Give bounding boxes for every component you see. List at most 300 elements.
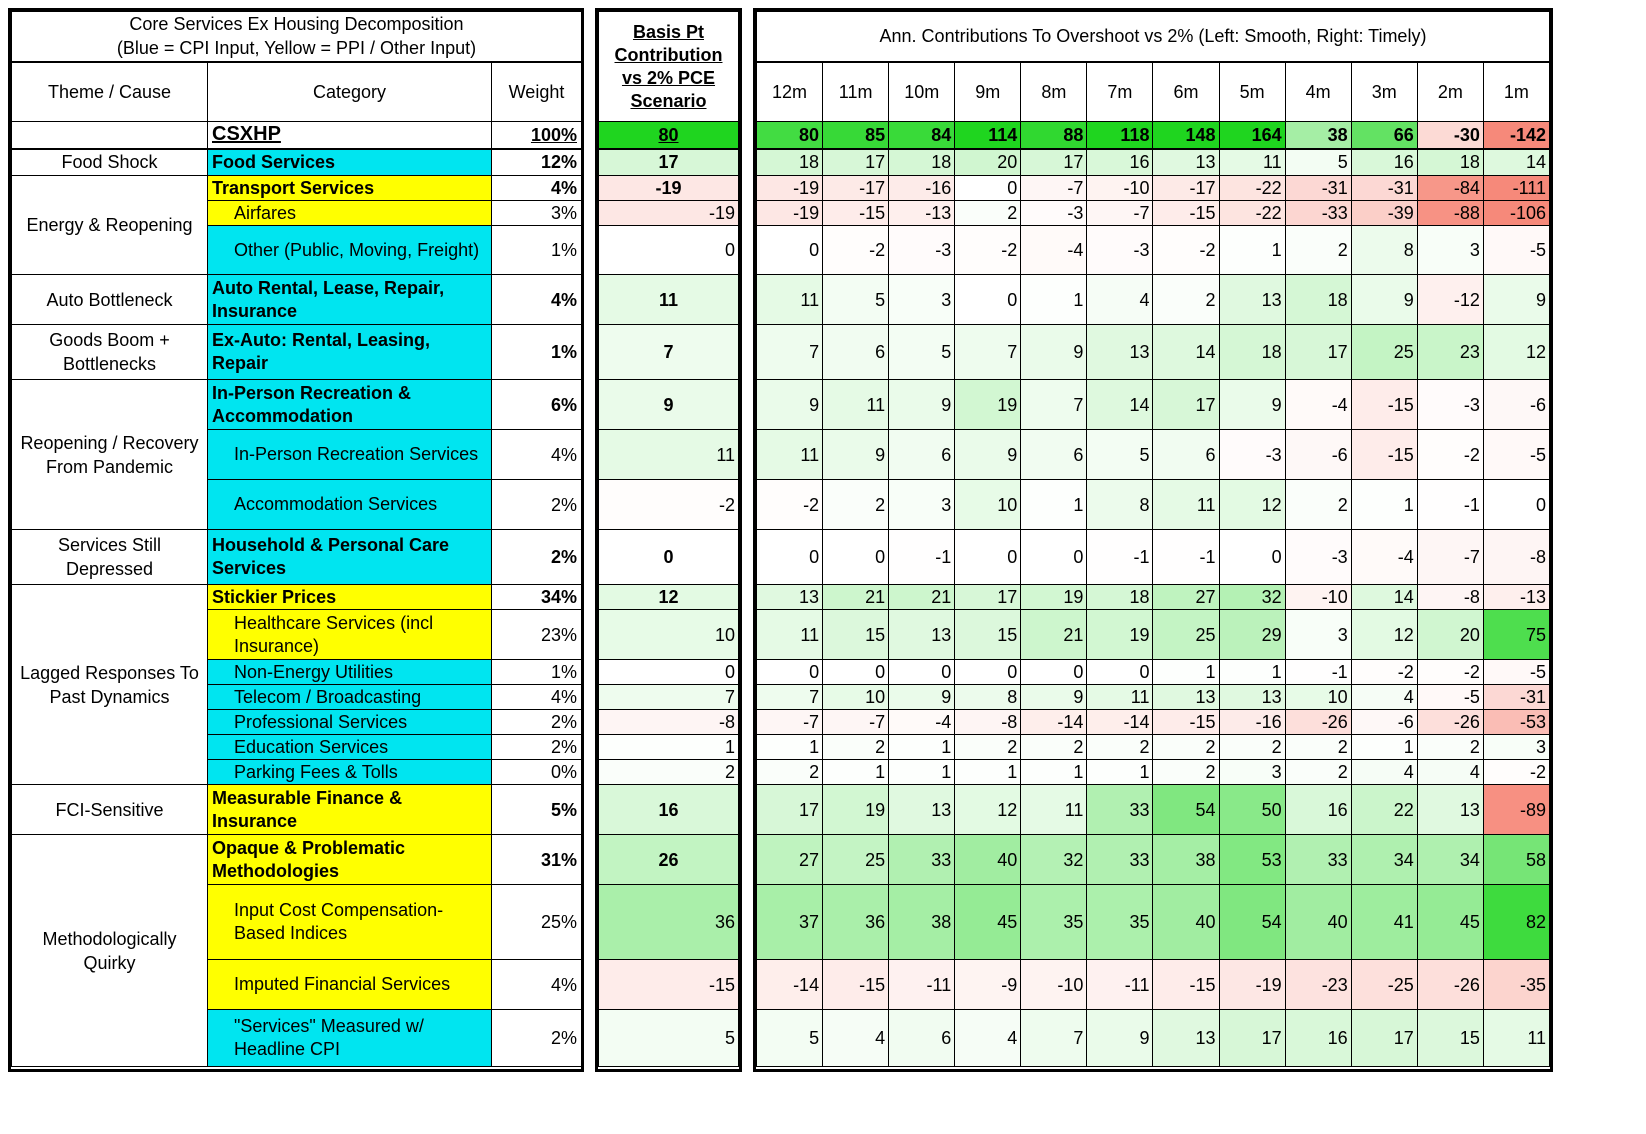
- value-cell: -4: [889, 710, 955, 735]
- value-cell: -10: [1285, 585, 1351, 610]
- value-cell: 50: [1219, 785, 1285, 835]
- value-cell: -53: [1483, 710, 1549, 735]
- value-cell: 0: [955, 275, 1021, 325]
- value-cell: -5: [1483, 660, 1549, 685]
- value-cell: 17: [757, 785, 823, 835]
- value-cell: 0: [757, 226, 823, 275]
- monthly-row: [757, 176, 1550, 201]
- value-cell: 17: [823, 149, 889, 176]
- category-cell: Accommodation Services: [208, 480, 492, 530]
- month-header: 8m: [1021, 62, 1087, 122]
- value-cell: 7: [955, 325, 1021, 380]
- contribution-row: [599, 735, 739, 760]
- value-cell: 88: [1021, 122, 1087, 149]
- contribution-row: [599, 480, 739, 530]
- value-cell: 1: [1219, 660, 1285, 685]
- monthly-row: [757, 275, 1550, 325]
- value-cell: -19: [757, 201, 823, 226]
- value-cell: -11: [1087, 960, 1153, 1010]
- value-cell: 164: [1219, 122, 1285, 149]
- value-cell: -17: [1153, 176, 1219, 201]
- value-cell: 13: [1153, 685, 1219, 710]
- value-cell: 21: [889, 585, 955, 610]
- value-cell: 2: [1285, 226, 1351, 275]
- value-cell: 11: [1219, 149, 1285, 176]
- value-cell: 1: [1153, 660, 1219, 685]
- value-cell: 11: [757, 610, 823, 660]
- value-cell: -89: [1483, 785, 1549, 835]
- category-cell: Telecom / Broadcasting: [208, 685, 492, 710]
- category-cell: Stickier Prices: [208, 585, 492, 610]
- contribution-row: [599, 835, 739, 885]
- value-cell: 1: [757, 735, 823, 760]
- value-cell: -2: [1417, 430, 1483, 480]
- value-cell: 9: [889, 380, 955, 430]
- weight-cell: 0%: [492, 760, 582, 785]
- value-cell: 11: [1153, 480, 1219, 530]
- value-cell: 1: [1351, 480, 1417, 530]
- weight-cell: 6%: [492, 380, 582, 430]
- value-cell: 21: [1021, 610, 1087, 660]
- weight-cell: 100%: [492, 122, 582, 149]
- category-row: [12, 585, 582, 610]
- value-cell: -14: [1021, 710, 1087, 735]
- monthly-row: [757, 960, 1550, 1010]
- contribution-cell: 12: [599, 585, 739, 610]
- value-cell: 1: [889, 760, 955, 785]
- value-cell: 32: [1219, 585, 1285, 610]
- value-cell: 0: [1021, 660, 1087, 685]
- value-cell: -16: [889, 176, 955, 201]
- value-cell: -3: [1087, 226, 1153, 275]
- value-cell: 58: [1483, 835, 1549, 885]
- theme-cell: Reopening / Recovery From Pandemic: [12, 380, 208, 530]
- value-cell: -23: [1285, 960, 1351, 1010]
- weight-cell: 2%: [492, 480, 582, 530]
- theme-cell: Goods Boom + Bottlenecks: [12, 325, 208, 380]
- contribution-header-line4: Scenario: [630, 90, 707, 111]
- month-header: 4m: [1285, 62, 1351, 122]
- monthly-row: [757, 735, 1550, 760]
- contribution-row: [599, 585, 739, 610]
- contribution-cell: 80: [599, 122, 739, 149]
- value-cell: 9: [955, 430, 1021, 480]
- category-cell: Non-Energy Utilities: [208, 660, 492, 685]
- value-cell: -2: [1417, 660, 1483, 685]
- value-cell: -4: [1351, 530, 1417, 585]
- value-cell: 0: [1021, 530, 1087, 585]
- contribution-cell: -19: [599, 201, 739, 226]
- value-cell: 34: [1351, 835, 1417, 885]
- value-cell: -5: [1483, 430, 1549, 480]
- value-cell: 15: [955, 610, 1021, 660]
- value-cell: -25: [1351, 960, 1417, 1010]
- value-cell: -3: [1285, 530, 1351, 585]
- value-cell: 13: [757, 585, 823, 610]
- value-cell: 5: [1087, 430, 1153, 480]
- value-cell: 13: [1087, 325, 1153, 380]
- monthly-row: [757, 585, 1550, 610]
- right-title: Ann. Contributions To Overshoot vs 2% (Left: Smooth, Right: Timely): [757, 12, 1550, 62]
- value-cell: 33: [889, 835, 955, 885]
- value-cell: -3: [889, 226, 955, 275]
- month-header: 6m: [1153, 62, 1219, 122]
- value-cell: 5: [823, 275, 889, 325]
- value-cell: 45: [955, 885, 1021, 960]
- contribution-cell: 5: [599, 1010, 739, 1067]
- contribution-row: [599, 785, 739, 835]
- value-cell: -1: [1087, 530, 1153, 585]
- value-cell: 27: [757, 835, 823, 885]
- monthly-row: [757, 325, 1550, 380]
- value-cell: -19: [757, 176, 823, 201]
- left-title-line1: Core Services Ex Housing Decomposition: [129, 14, 464, 35]
- value-cell: 14: [1153, 325, 1219, 380]
- monthly-row: [757, 835, 1550, 885]
- value-cell: -31: [1351, 176, 1417, 201]
- value-cell: 1: [823, 760, 889, 785]
- value-cell: -31: [1285, 176, 1351, 201]
- category-cell: Imputed Financial Services: [208, 960, 492, 1010]
- value-cell: 19: [1021, 585, 1087, 610]
- value-cell: 9: [1021, 685, 1087, 710]
- value-cell: 8: [955, 685, 1021, 710]
- value-cell: 9: [1087, 1010, 1153, 1067]
- monthly-row: [757, 785, 1550, 835]
- value-cell: -15: [823, 201, 889, 226]
- value-cell: 1: [889, 735, 955, 760]
- value-cell: 13: [1219, 275, 1285, 325]
- value-cell: 12: [1351, 610, 1417, 660]
- category-row: [12, 176, 582, 201]
- value-cell: 33: [1087, 835, 1153, 885]
- value-cell: 11: [1021, 785, 1087, 835]
- value-cell: 13: [889, 610, 955, 660]
- value-cell: -13: [1483, 585, 1549, 610]
- category-cell: Input Cost Compensation-Based Indices: [208, 885, 492, 960]
- weight-cell: 12%: [492, 149, 582, 176]
- value-cell: 2: [1219, 735, 1285, 760]
- theme-cell: [12, 122, 208, 149]
- weight-cell: 4%: [492, 430, 582, 480]
- contribution-row: [599, 122, 739, 149]
- value-cell: 13: [1153, 1010, 1219, 1067]
- contribution-row: [599, 275, 739, 325]
- weight-cell: 2%: [492, 710, 582, 735]
- value-cell: -22: [1219, 201, 1285, 226]
- value-cell: 14: [1351, 585, 1417, 610]
- value-cell: 2: [823, 480, 889, 530]
- category-cell: Transport Services: [208, 176, 492, 201]
- contribution-row: [599, 325, 739, 380]
- category-cell: Household & Personal Care Services: [208, 530, 492, 585]
- value-cell: 14: [1483, 149, 1549, 176]
- value-cell: -2: [1351, 660, 1417, 685]
- value-cell: 3: [889, 480, 955, 530]
- value-cell: -15: [1351, 380, 1417, 430]
- category-cell: Opaque & Problematic Methodologies: [208, 835, 492, 885]
- value-cell: -6: [1285, 430, 1351, 480]
- value-cell: 37: [757, 885, 823, 960]
- value-cell: 85: [823, 122, 889, 149]
- category-row: [12, 835, 582, 885]
- contribution-cell: 10: [599, 610, 739, 660]
- value-cell: 19: [955, 380, 1021, 430]
- value-cell: -7: [1417, 530, 1483, 585]
- value-cell: 3: [1417, 226, 1483, 275]
- monthly-row: [757, 149, 1550, 176]
- value-cell: 3: [1285, 610, 1351, 660]
- value-cell: 1: [1351, 735, 1417, 760]
- value-cell: -10: [1021, 960, 1087, 1010]
- value-cell: -3: [1417, 380, 1483, 430]
- value-cell: 25: [1153, 610, 1219, 660]
- value-cell: 82: [1483, 885, 1549, 960]
- value-cell: 40: [955, 835, 1021, 885]
- value-cell: 19: [823, 785, 889, 835]
- value-cell: 9: [1351, 275, 1417, 325]
- weight-cell: 1%: [492, 226, 582, 275]
- value-cell: -22: [1219, 176, 1285, 201]
- contribution-row: [599, 660, 739, 685]
- value-cell: 2: [1153, 275, 1219, 325]
- right-table-body: [757, 122, 1550, 1067]
- value-cell: 2: [823, 735, 889, 760]
- value-cell: 3: [889, 275, 955, 325]
- value-cell: 8: [1087, 480, 1153, 530]
- value-cell: -9: [955, 960, 1021, 1010]
- left-table: [11, 11, 582, 1067]
- theme-cell: Methodologically Quirky: [12, 835, 208, 1067]
- value-cell: 0: [757, 530, 823, 585]
- month-header: 1m: [1483, 62, 1549, 122]
- contribution-cell: 9: [599, 380, 739, 430]
- category-cell: In-Person Recreation Services: [208, 430, 492, 480]
- value-cell: 4: [1087, 275, 1153, 325]
- value-cell: 14: [1087, 380, 1153, 430]
- value-cell: -17: [823, 176, 889, 201]
- value-cell: 38: [1285, 122, 1351, 149]
- value-cell: -2: [955, 226, 1021, 275]
- value-cell: 66: [1351, 122, 1417, 149]
- contribution-cell: -19: [599, 176, 739, 201]
- contribution-row: [599, 685, 739, 710]
- monthly-row: [757, 610, 1550, 660]
- middle-table-body: [599, 122, 739, 1067]
- contribution-row: [599, 430, 739, 480]
- category-cell: Parking Fees & Tolls: [208, 760, 492, 785]
- theme-cell: FCI-Sensitive: [12, 785, 208, 835]
- value-cell: -15: [1153, 710, 1219, 735]
- theme-cell: Services Still Depressed: [12, 530, 208, 585]
- monthly-row: [757, 201, 1550, 226]
- month-header-row: [757, 62, 1550, 122]
- value-cell: -142: [1483, 122, 1549, 149]
- category-row: [12, 325, 582, 380]
- middle-table-block: [595, 8, 742, 1072]
- theme-cell: Lagged Responses To Past Dynamics: [12, 585, 208, 785]
- value-cell: 5: [1285, 149, 1351, 176]
- value-cell: 17: [955, 585, 1021, 610]
- value-cell: -3: [1219, 430, 1285, 480]
- value-cell: -26: [1285, 710, 1351, 735]
- theme-cell: Food Shock: [12, 149, 208, 176]
- value-cell: -15: [1351, 430, 1417, 480]
- weight-cell: 2%: [492, 530, 582, 585]
- category-cell: Professional Services: [208, 710, 492, 735]
- contribution-cell: 11: [599, 275, 739, 325]
- category-row: [12, 149, 582, 176]
- monthly-row: [757, 660, 1550, 685]
- value-cell: 38: [889, 885, 955, 960]
- value-cell: 1: [1021, 760, 1087, 785]
- value-cell: 0: [1087, 660, 1153, 685]
- value-cell: -1: [1285, 660, 1351, 685]
- value-cell: 17: [1021, 149, 1087, 176]
- category-row: [12, 530, 582, 585]
- value-cell: 5: [757, 1010, 823, 1067]
- contribution-cell: 16: [599, 785, 739, 835]
- value-cell: 2: [1153, 735, 1219, 760]
- value-cell: 0: [889, 660, 955, 685]
- contribution-cell: 7: [599, 325, 739, 380]
- value-cell: -2: [823, 226, 889, 275]
- contribution-cell: 17: [599, 149, 739, 176]
- value-cell: 4: [1351, 760, 1417, 785]
- value-cell: -15: [823, 960, 889, 1010]
- value-cell: 10: [955, 480, 1021, 530]
- value-cell: 0: [1219, 530, 1285, 585]
- weight-cell: 34%: [492, 585, 582, 610]
- value-cell: 17: [1153, 380, 1219, 430]
- value-cell: 1: [1087, 760, 1153, 785]
- value-cell: 9: [1021, 325, 1087, 380]
- value-cell: -1: [1417, 480, 1483, 530]
- month-header: 9m: [955, 62, 1021, 122]
- value-cell: 18: [1285, 275, 1351, 325]
- monthly-row: [757, 530, 1550, 585]
- value-cell: 18: [1087, 585, 1153, 610]
- contribution-row: [599, 226, 739, 275]
- value-cell: 2: [757, 760, 823, 785]
- value-cell: 2: [955, 201, 1021, 226]
- monthly-row: [757, 226, 1550, 275]
- value-cell: -2: [757, 480, 823, 530]
- value-cell: 8: [1351, 226, 1417, 275]
- month-header: 12m: [757, 62, 823, 122]
- value-cell: 25: [1351, 325, 1417, 380]
- value-cell: 18: [1219, 325, 1285, 380]
- weight-cell: 25%: [492, 885, 582, 960]
- value-cell: 9: [889, 685, 955, 710]
- value-cell: 12: [1483, 325, 1549, 380]
- value-cell: 54: [1219, 885, 1285, 960]
- value-cell: -2: [1153, 226, 1219, 275]
- value-cell: 18: [1417, 149, 1483, 176]
- value-cell: 4: [823, 1010, 889, 1067]
- category-row: [12, 380, 582, 430]
- value-cell: 2: [1417, 735, 1483, 760]
- value-cell: 80: [757, 122, 823, 149]
- value-cell: 9: [823, 430, 889, 480]
- value-cell: 9: [1219, 380, 1285, 430]
- weight-cell: 1%: [492, 660, 582, 685]
- value-cell: -3: [1021, 201, 1087, 226]
- weight-cell: 31%: [492, 835, 582, 885]
- value-cell: 36: [823, 885, 889, 960]
- month-header: 5m: [1219, 62, 1285, 122]
- value-cell: 118: [1087, 122, 1153, 149]
- value-cell: 6: [889, 430, 955, 480]
- weight-cell: 3%: [492, 201, 582, 226]
- monthly-row: [757, 685, 1550, 710]
- value-cell: 21: [823, 585, 889, 610]
- value-cell: 2: [1285, 760, 1351, 785]
- value-cell: 6: [1153, 430, 1219, 480]
- left-title: [12, 12, 582, 62]
- contribution-row: [599, 176, 739, 201]
- value-cell: 2: [1153, 760, 1219, 785]
- value-cell: 23: [1417, 325, 1483, 380]
- month-header: 3m: [1351, 62, 1417, 122]
- value-cell: 7: [757, 685, 823, 710]
- value-cell: 4: [1351, 685, 1417, 710]
- right-table-block: [753, 8, 1553, 1072]
- value-cell: 9: [757, 380, 823, 430]
- value-cell: -15: [1153, 960, 1219, 1010]
- value-cell: 12: [1219, 480, 1285, 530]
- value-cell: -33: [1285, 201, 1351, 226]
- value-cell: 17: [1351, 1010, 1417, 1067]
- month-header: 2m: [1417, 62, 1483, 122]
- value-cell: 13: [1417, 785, 1483, 835]
- contribution-row: [599, 530, 739, 585]
- value-cell: -19: [1219, 960, 1285, 1010]
- weight-cell: 2%: [492, 1010, 582, 1067]
- monthly-row: [757, 885, 1550, 960]
- contribution-cell: -15: [599, 960, 739, 1010]
- contribution-row: [599, 149, 739, 176]
- monthly-row: [757, 1010, 1550, 1067]
- value-cell: -88: [1417, 201, 1483, 226]
- value-cell: 20: [1417, 610, 1483, 660]
- contribution-header-line1: Basis Pt: [632, 21, 705, 42]
- value-cell: 0: [955, 530, 1021, 585]
- value-cell: 33: [1087, 785, 1153, 835]
- value-cell: 22: [1351, 785, 1417, 835]
- value-cell: 0: [955, 176, 1021, 201]
- value-cell: 54: [1153, 785, 1219, 835]
- value-cell: 17: [1219, 1010, 1285, 1067]
- left-table-body: [12, 122, 582, 1067]
- theme-cell: Energy & Reopening: [12, 176, 208, 275]
- value-cell: 10: [1285, 685, 1351, 710]
- value-cell: 13: [1219, 685, 1285, 710]
- value-cell: 34: [1417, 835, 1483, 885]
- value-cell: -6: [1483, 380, 1549, 430]
- value-cell: 40: [1285, 885, 1351, 960]
- value-cell: 3: [1219, 760, 1285, 785]
- value-cell: 35: [1087, 885, 1153, 960]
- value-cell: -10: [1087, 176, 1153, 201]
- contribution-row: [599, 885, 739, 960]
- category-row: [12, 275, 582, 325]
- value-cell: 2: [1285, 735, 1351, 760]
- category-cell: Food Services: [208, 149, 492, 176]
- value-cell: -15: [1153, 201, 1219, 226]
- contribution-cell: 2: [599, 760, 739, 785]
- value-cell: 0: [823, 530, 889, 585]
